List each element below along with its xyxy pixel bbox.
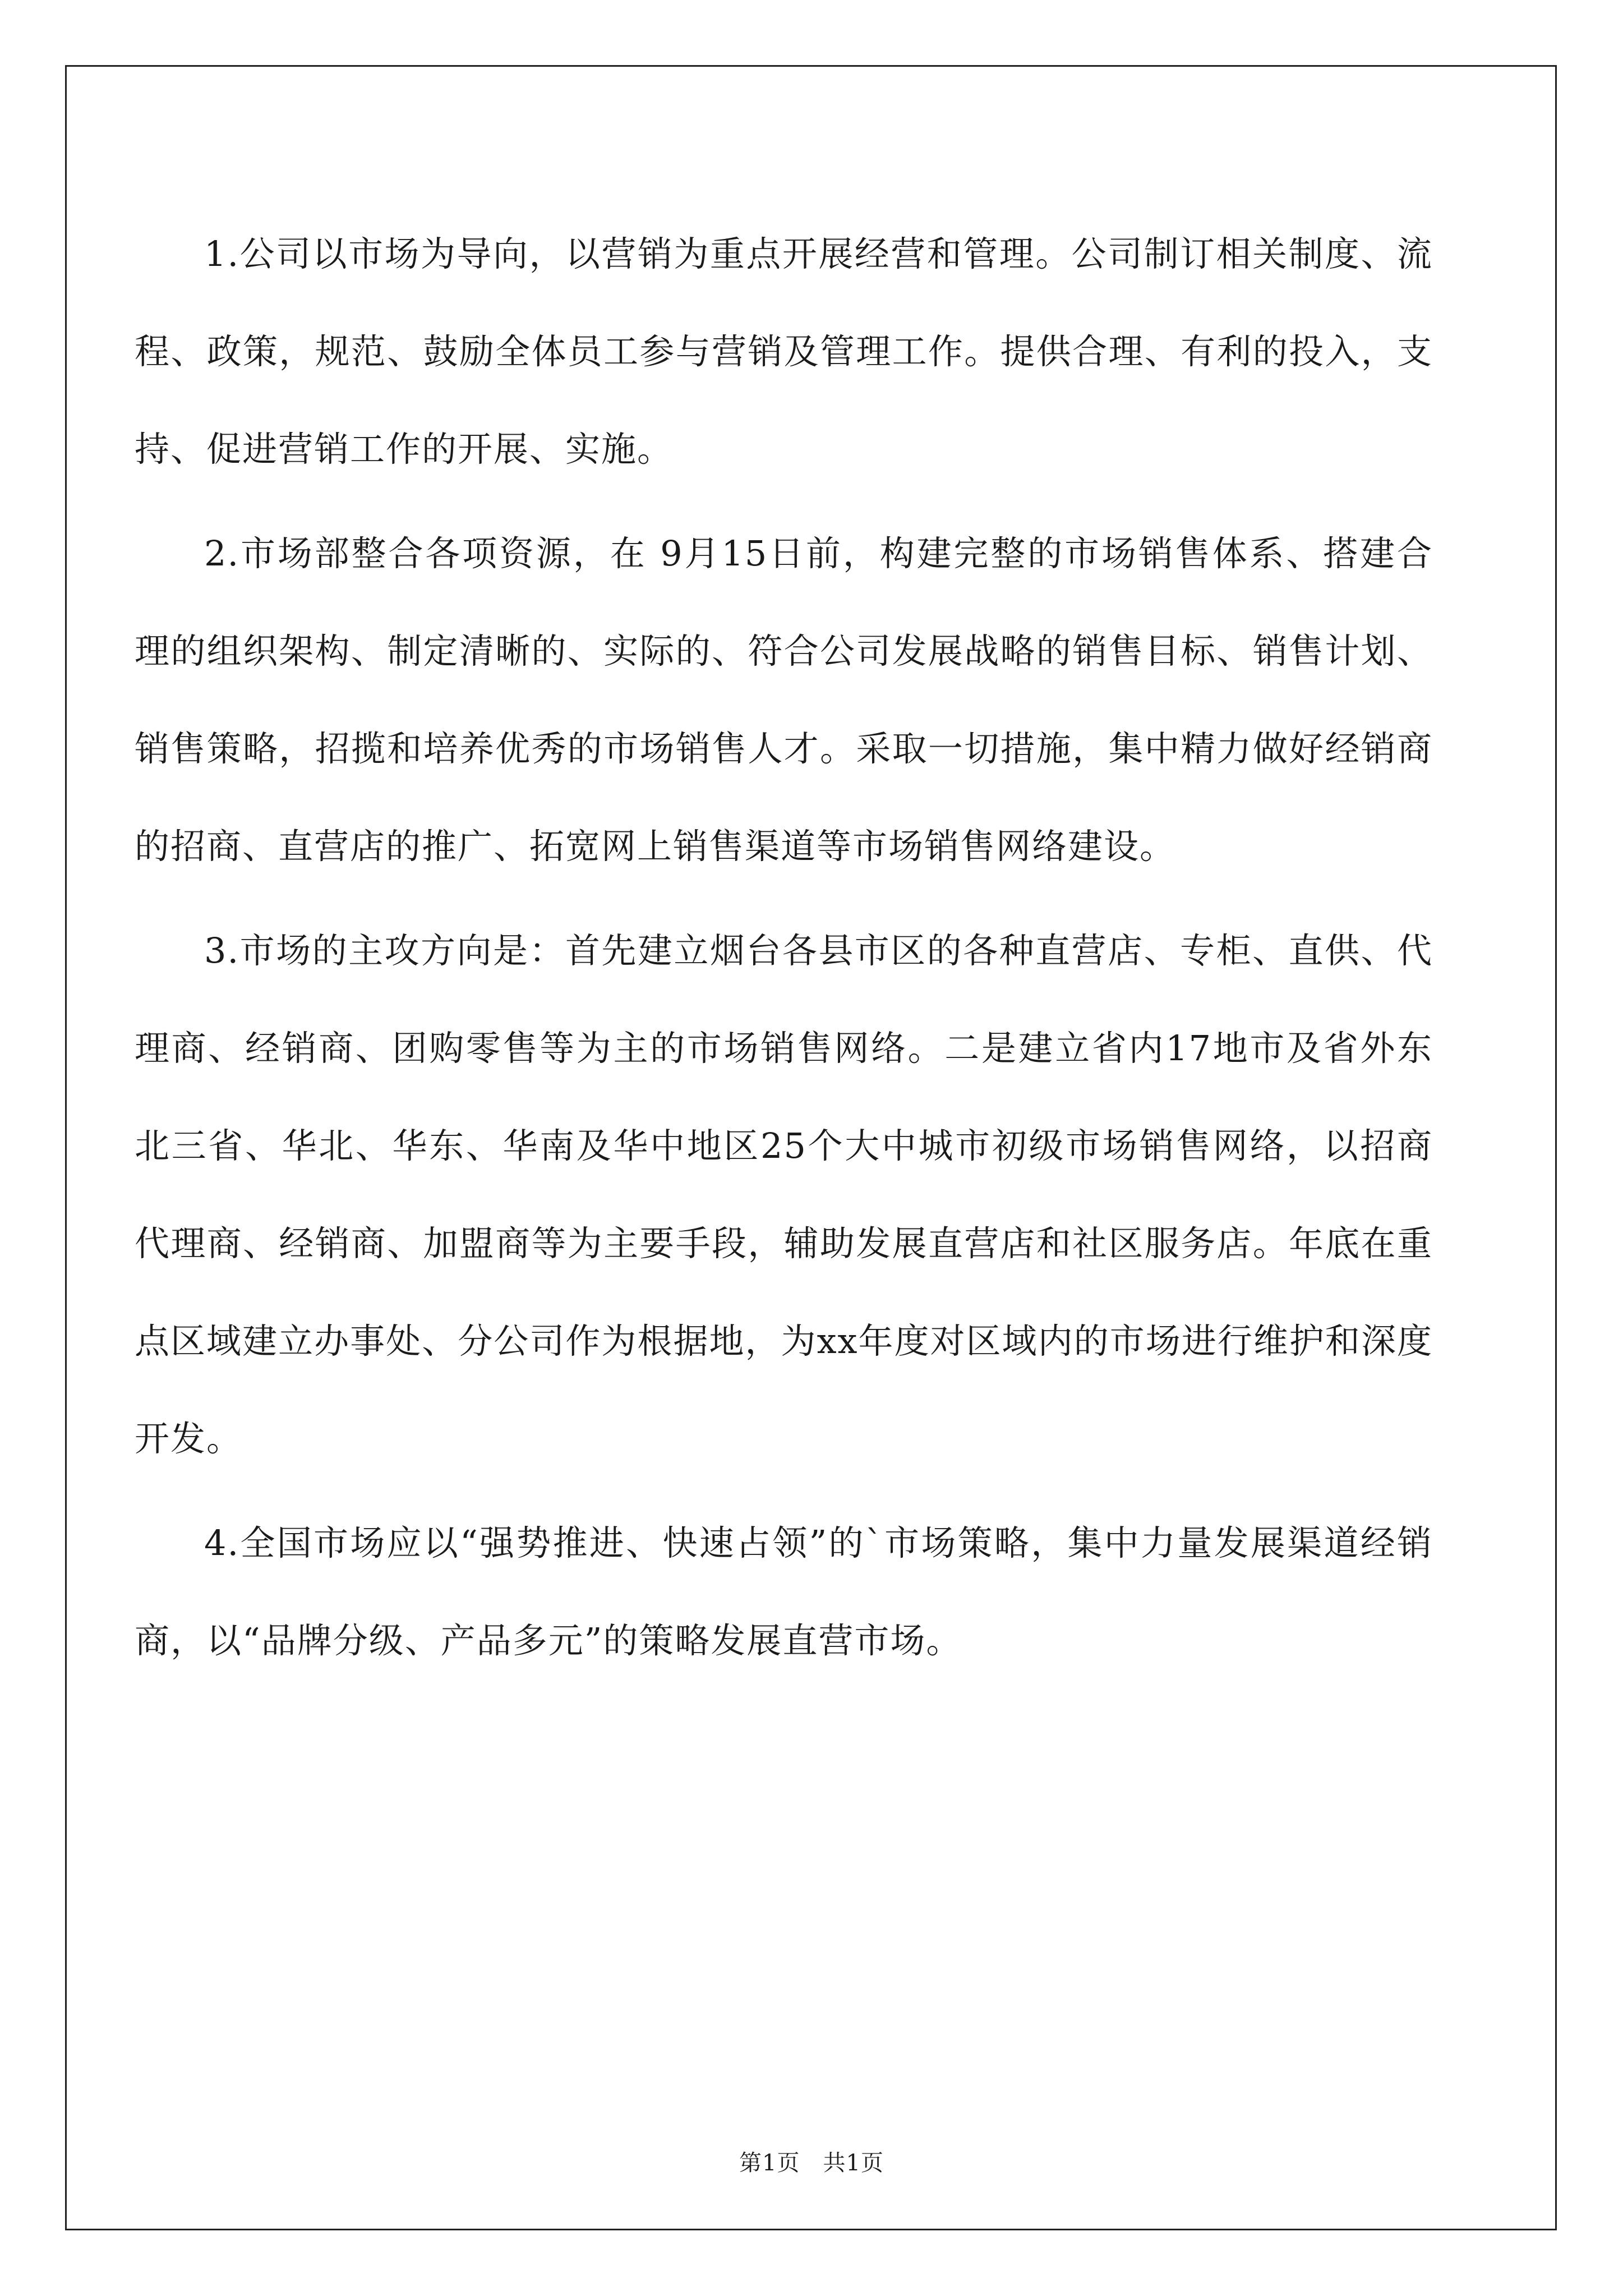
paragraph-2: 2.市场部整合各项资源，在 9月15日前，构建完整的市场销售体系、搭建合理的组织架构、制定清晰的、实际的、符合公司发展战略的销售目标、销售计划、销售策略，招揽和培养优秀的市场销售人才。采取一切措施，集中精力做好经销商的招商、直营店的推广、拓宽网上销售渠道等市场销售网络建设。	[135, 533, 1433, 867]
paragraph-4: 4.全国市场应以“强势推进、快速占领”的`市场策略，集中力量发展渠道经销商，以“品牌分级、产品多元”的策略发展直营市场。	[135, 1522, 1433, 1661]
document-body	[135, 205, 1433, 1696]
paragraph-3: 3.市场的主攻方向是：首先建立烟台各县市区的各种直营店、专柜、直供、代理商、经销商、团购零售等为主的市场销售网络。二是建立省内17地市及省外东北三省、华北、华东、华南及华中地区25个大中城市初级市场销售网络，以招商代理商、经销商、加盟商等为主要手段，辅助发展直营店和社区服务店。年底在重点区域建立办事处、分公司作为根据地，为xx年度对区域内的市场进行维护和深度开发。	[135, 930, 1433, 1459]
page-footer: 第1页 共1页	[739, 2150, 884, 2176]
paragraph-1: 1.公司以市场为导向，以营销为重点开展经营和管理。公司制订相关制度、流程、政策，规范、鼓励全体员工参与营销及管理工作。提供合理、有利的投入，支持、促进营销工作的开展、实施。	[135, 233, 1433, 470]
